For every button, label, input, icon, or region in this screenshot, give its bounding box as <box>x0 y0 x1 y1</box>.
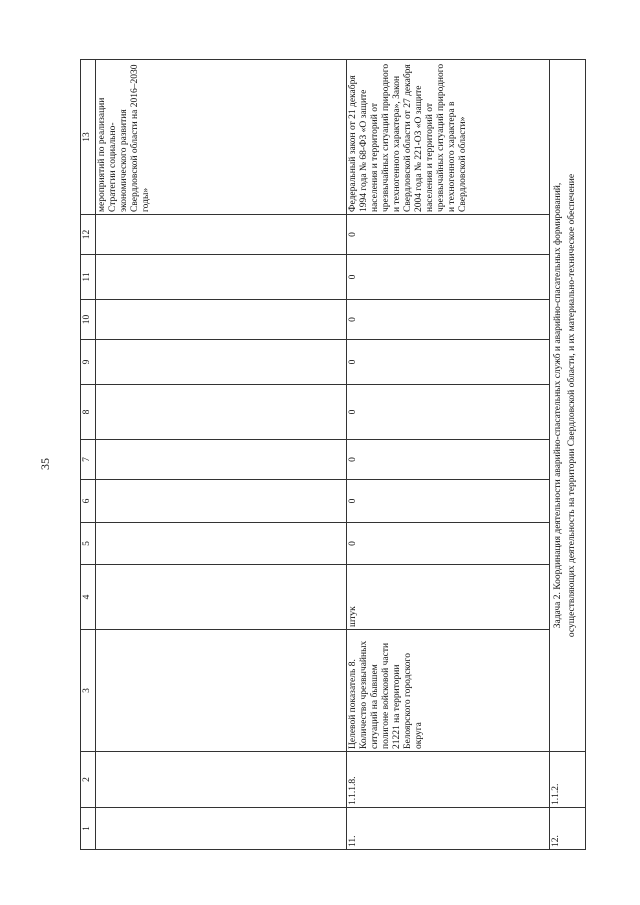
value-cell: 0 <box>347 215 550 255</box>
table-row <box>347 60 550 850</box>
header-cell: 3 <box>81 630 96 752</box>
table-row <box>550 60 586 850</box>
value-cell: 0 <box>347 255 550 300</box>
header-cell: 6 <box>81 480 96 523</box>
header-cell: 13 <box>81 60 96 215</box>
value-cell: 0 <box>347 480 550 523</box>
value-cell: 0 <box>347 300 550 340</box>
header-cell: 11 <box>81 255 96 300</box>
header-cell: 2 <box>81 752 96 808</box>
task-line: осуществляющих деятельность на территории Свердловской области, и их материально-техническое обеспечение <box>567 173 577 638</box>
header-cell: 1 <box>81 808 96 850</box>
value-cell: 0 <box>347 340 550 385</box>
indicator-name: Целевой показатель 8. Количество чрезвычайных ситуаций на бывшем полигоне войсковой части 21221 на территории Белоярского городского округа <box>347 630 550 752</box>
header-cell: 10 <box>81 300 96 340</box>
indicators-table <box>80 59 586 850</box>
header-cell: 7 <box>81 440 96 480</box>
row-code: 1.1.1.8. <box>347 752 550 808</box>
row-number: 11. <box>347 808 550 850</box>
source-cell: Федеральный закон от 21 декабря 1994 года № 68-ФЗ «О защите населения и территорий от чрезвычайных ситуаций природного и техногенного характера», Закон Свердловской области от 27 декабря 2004 года № 221-ОЗ «О защите населения и территорий от чрезвычайных ситуаций природного и техногенного характера в Свердловской области» <box>347 60 550 215</box>
unit: штук <box>347 565 550 630</box>
task-heading <box>550 60 586 752</box>
value-cell: 0 <box>347 440 550 480</box>
header-row <box>81 60 96 850</box>
value-cell: 0 <box>347 385 550 440</box>
header-cell: 9 <box>81 340 96 385</box>
value-cell: 0 <box>347 523 550 565</box>
header-cell: 8 <box>81 385 96 440</box>
source-cell: мероприятий по реализации Стратегии социально-экономического развития Свердловской области на 2016–2030 годы» <box>96 60 347 215</box>
row-code: 1.1.2. <box>550 752 586 808</box>
header-cell: 5 <box>81 523 96 565</box>
header-cell: 4 <box>81 565 96 630</box>
header-cell: 12 <box>81 215 96 255</box>
row-number: 12. <box>550 808 586 850</box>
page-number: 35 <box>38 458 52 470</box>
task-line: Задача 2. Координация деятельности аварийно-спасательных служб и аварийно-спасательных формирований, <box>553 182 563 629</box>
table-row <box>96 60 347 850</box>
